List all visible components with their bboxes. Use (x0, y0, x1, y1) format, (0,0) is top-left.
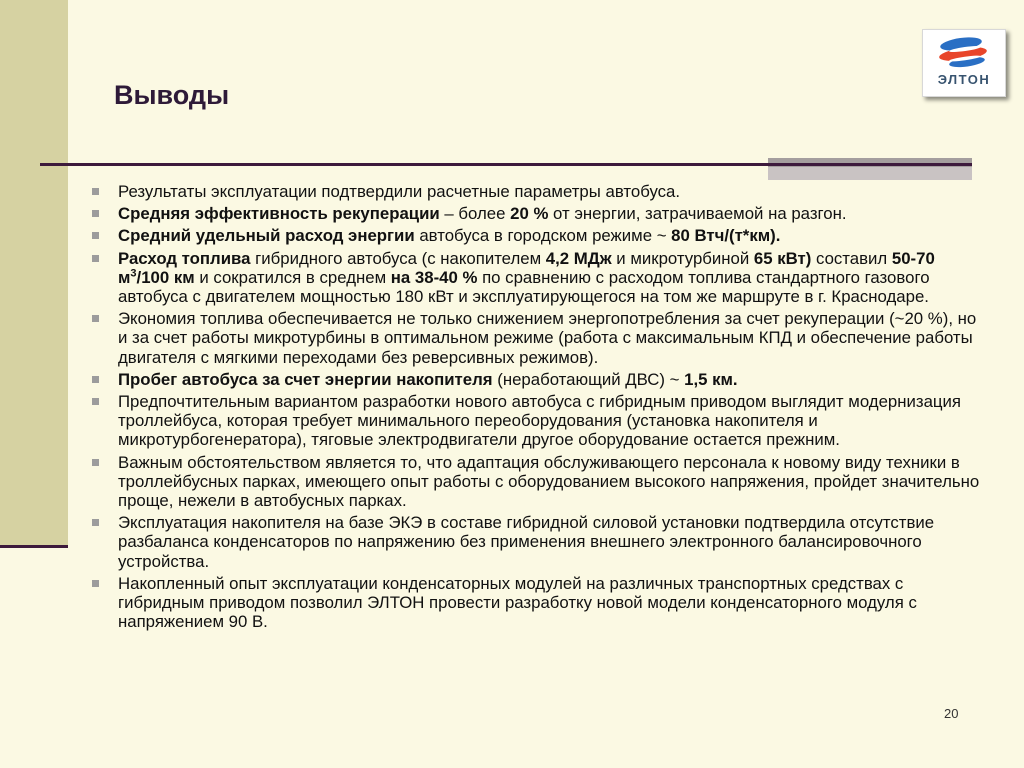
slide-title: Выводы (114, 80, 230, 110)
bullet-text-segment: на 38-40 % (390, 267, 478, 287)
bullet-text-segment: Эксплуатация накопителя на базе ЭКЭ в составе гибридной силовой установки подтвердила отсутствие разбаланса конденсаторов по напряжению без применения внешнего электронного балансировочного устройства. (118, 513, 935, 571)
left-band-underline (0, 545, 68, 548)
elton-logo (922, 29, 1006, 97)
bullet-text-segment: гибридного автобуса (с накопителем (250, 248, 546, 268)
bullet-text-segment: и сократился в среднем (194, 267, 391, 287)
bullet-text-segment: Накопленный опыт эксплуатации конденсаторных модулей на различных транспортных средствах с гибридным приводом позволил ЭЛТОН провести разработку новой модели конденсаторного модуля с напряжением 90 В. (118, 573, 917, 632)
bullet-square-icon (92, 315, 99, 322)
bullet-item (90, 204, 990, 223)
bullet-square-icon (92, 376, 99, 383)
bullet-item (90, 513, 990, 571)
bullet-text-segment: Важным обстоятельством является то, что адаптация обслуживающего персонала к новому виду техники в троллейбусных парках, имеющего опыт работы с оборудованием высокого напряжения, пройдет значительно проще, нежели в автобусных парках. (118, 452, 980, 511)
bullet-text-segment: Предпочтительным вариантом разработки нового автобуса с гибридным приводом выглядит модернизация троллейбуса, которая требует минимального переоборудования (установка накопителя и микротурбогенератора), тяговые электродвигатели другое оборудование остается прежним. (118, 392, 961, 450)
bullet-item (90, 392, 990, 450)
bullet-item (90, 453, 990, 511)
bullet-text-segment: /100 км (136, 267, 195, 287)
bullet-text-segment: Пробег автобуса за счет энергии накопителя (118, 369, 493, 389)
bullet-item (90, 182, 990, 201)
bullet-text-segment: 3 (130, 267, 137, 280)
bullet-list (90, 182, 990, 634)
logo-wordmark: ЭЛТОН (937, 72, 991, 87)
bullet-square-icon (92, 210, 99, 217)
bullet-text-segment: по сравнению с расходом топлива стандартного газового автобуса с двигателем мощностью 180 кВт и эксплуатирующегося на том же маршруте в г. Краснодаре. (118, 267, 930, 307)
bullet-text-segment: составил (811, 248, 892, 268)
bullet-text-segment: и микротурбиной (611, 248, 754, 268)
left-decorative-band (0, 0, 68, 548)
bullet-square-icon (92, 519, 99, 526)
title-rule-accent-shade (768, 167, 972, 180)
bullet-item (90, 370, 990, 389)
bullet-square-icon (92, 459, 99, 466)
bullet-text-segment: Результаты эксплуатации подтвердили расчетные параметры автобуса. (118, 182, 681, 201)
bullet-text-segment: – более (439, 204, 511, 224)
bullet-text-segment: 80 Втч/(т*км). (671, 226, 781, 246)
bullet-text-segment: 65 кВт) (753, 248, 812, 268)
bullet-text-segment: автобуса в городском режиме ~ (414, 226, 672, 246)
bullet-text-segment: Средняя эффективность рекуперации (118, 204, 440, 224)
bullet-text-segment: 1,5 км. (684, 369, 738, 389)
bullet-text-segment: 4,2 МДж (545, 248, 612, 268)
bullet-text-segment: 20 % (510, 204, 549, 224)
bullet-square-icon (92, 398, 99, 405)
bullet-text-segment: Экономия топлива обеспечивается не только снижением энергопотребления за счет рекуперации (~20 %), но и за счет работы микротурбины в оптимальном режиме (работа с максимальным КПД и обеспечение работы двигателя с мягкими переходами без реверсивных режимов). (118, 309, 977, 367)
bullet-text-segment: от энергии, затрачиваемой на разгон. (548, 204, 847, 224)
bullet-text-segment: Расход топлива (118, 248, 251, 268)
bullet-text-segment: (неработающий ДВС) ~ (492, 369, 685, 389)
bullet-text-segment: Средний удельный расход энергии (118, 226, 415, 246)
page-number: 20 (944, 706, 959, 721)
bullet-item (90, 249, 990, 307)
bullet-item (90, 309, 990, 367)
bullet-square-icon (92, 255, 99, 262)
bullet-text-segment: 50-70 м (118, 248, 935, 287)
bullet-square-icon (92, 232, 99, 239)
bullet-square-icon (92, 188, 99, 195)
bullet-item (90, 226, 990, 245)
elton-logo-mark-icon (923, 30, 1005, 72)
title-rule (40, 163, 972, 166)
bullet-square-icon (92, 580, 99, 587)
bullet-item (90, 574, 990, 632)
